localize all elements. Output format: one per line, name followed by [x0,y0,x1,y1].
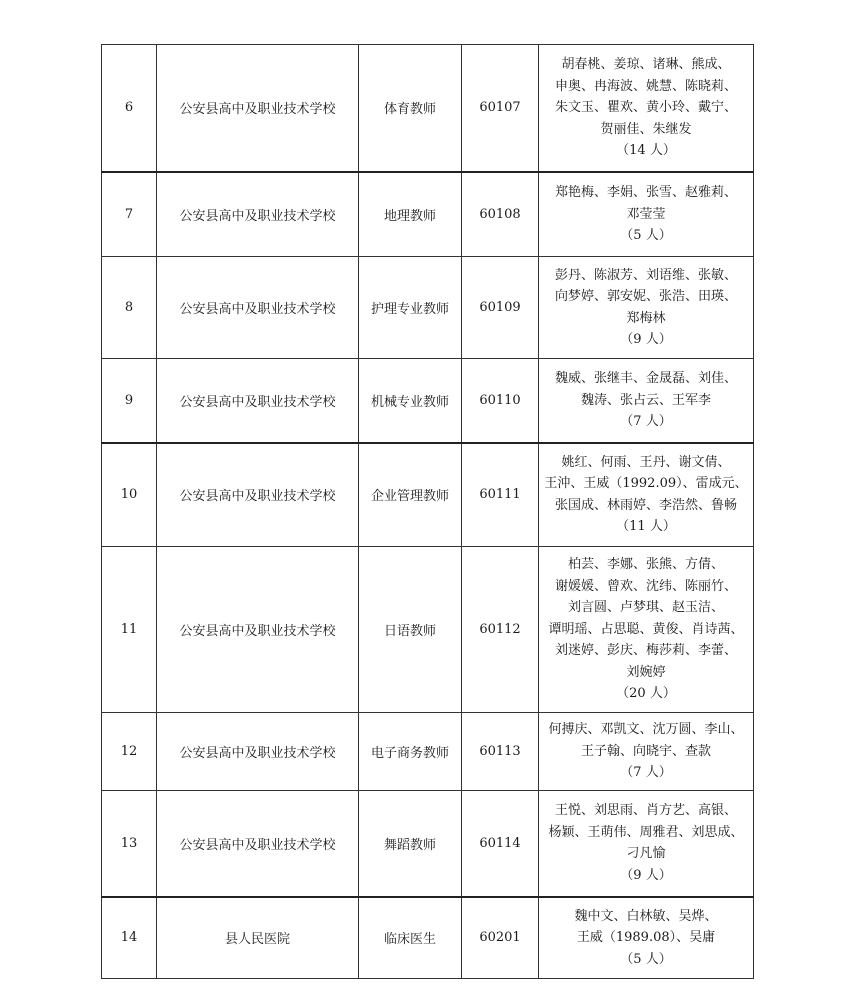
position-code: 60109 [462,257,539,359]
table-row [102,791,754,897]
row-number: 6 [102,45,157,172]
name-line: 王沖、王威（1992.09）、雷成元、 [544,476,748,492]
name-line: 胡春桃、姜琼、诸琳、熊成、 [561,57,731,72]
candidate-names [539,172,754,257]
name-line: 谭明瑶、占思聪、黄俊、肖诗茜、 [548,621,744,637]
table-row [102,713,754,791]
employer-unit: 县人民医院 [157,897,359,979]
row-number: 7 [102,172,157,257]
candidate-count: （7 人） [620,414,672,429]
table-row [102,257,754,359]
name-line: 姚红、何雨、王丹、谢文倩、 [561,454,731,470]
results-table [101,44,754,979]
position-code: 60112 [462,547,539,713]
candidate-count: （11 人） [616,519,676,535]
position-title: 企业管理教师 [359,443,462,547]
candidate-count: （9 人） [620,332,672,347]
name-line: 向梦婷、郭安妮、张浩、田瑛、 [554,289,737,304]
name-line: 贺丽佳、朱继发 [600,121,692,137]
name-line: 杨颖、王萌伟、周雅君、刘思成、 [548,824,744,840]
candidate-count: （9 人） [620,867,672,883]
candidate-count: （14 人） [616,143,676,158]
candidate-count: （7 人） [620,765,672,781]
name-line: 申奥、冉海波、姚慧、陈晓莉、 [554,78,737,94]
name-line: 郑梅林 [626,310,666,326]
name-line: 何搏庆、邓凯文、沈万圆、李山、 [548,722,744,738]
employer-unit: 公安县高中及职业技术学校 [157,713,359,791]
position-code: 60113 [462,713,539,791]
row-number: 10 [102,443,157,547]
position-title: 机械专业教师 [359,359,462,443]
name-line: 邓莹莹 [626,206,666,222]
candidate-names [539,359,754,443]
name-line: 刁凡愉 [626,846,666,862]
candidate-count: （5 人） [620,228,672,243]
name-line: 郑艳梅、李娟、张雪、赵雅莉、 [554,185,737,200]
name-line: 魏中文、白林敏、吴烨、 [574,908,718,924]
name-line: 王威（1989.08）、吴庸 [576,930,716,945]
position-title: 日语教师 [359,547,462,713]
row-number: 8 [102,257,157,359]
candidate-names [539,897,754,979]
position-title: 舞蹈教师 [359,791,462,897]
candidate-names [539,257,754,359]
name-line: 彭丹、陈淑芳、刘语维、张敏、 [554,267,737,283]
name-line: 柏芸、李娜、张熊、方倩、 [567,557,724,573]
name-line: 王子翰、向晓宇、查款 [580,743,711,759]
position-code: 60201 [462,897,539,979]
candidate-count: （5 人） [620,951,672,967]
table-row [102,547,754,713]
name-line: 刘婉婷 [626,664,666,680]
position-code: 60114 [462,791,539,897]
name-line: 魏涛、张占云、王军李 [580,392,711,408]
employer-unit: 公安县高中及职业技术学校 [157,257,359,359]
candidate-names [539,443,754,547]
name-line: 刘言圆、卢梦琪、赵玉洁、 [567,600,724,616]
name-line: 魏威、张继丰、金晟磊、刘佳、 [554,371,737,386]
candidate-count: （20 人） [616,686,676,702]
row-number: 12 [102,713,157,791]
employer-unit: 公安县高中及职业技术学校 [157,547,359,713]
candidate-names [539,547,754,713]
table-row [102,45,754,172]
name-line: 王悦、刘思雨、肖方艺、高银、 [554,803,737,819]
position-title: 护理专业教师 [359,257,462,359]
name-line: 谢媛媛、曾欢、沈纬、陈丽竹、 [554,578,737,594]
employer-unit: 公安县高中及职业技术学校 [157,359,359,443]
position-title: 临床医生 [359,897,462,979]
employer-unit: 公安县高中及职业技术学校 [157,45,359,172]
candidate-names [539,45,754,172]
row-number: 11 [102,547,157,713]
candidate-names [539,713,754,791]
name-line: 刘迷婷、彭庆、梅莎莉、李蕾、 [554,643,737,659]
name-line: 张国成、林雨婷、李浩然、鲁畅 [554,497,737,513]
position-code: 60111 [462,443,539,547]
position-code: 60110 [462,359,539,443]
employer-unit: 公安县高中及职业技术学校 [157,443,359,547]
position-title: 地理教师 [359,172,462,257]
position-title: 体育教师 [359,45,462,172]
position-title: 电子商务教师 [359,713,462,791]
row-number: 9 [102,359,157,443]
row-number: 14 [102,897,157,979]
employer-unit: 公安县高中及职业技术学校 [157,791,359,897]
employer-unit: 公安县高中及职业技术学校 [157,172,359,257]
candidate-names [539,791,754,897]
position-code: 60107 [462,45,539,172]
row-number: 13 [102,791,157,897]
table-row [102,897,754,979]
table-row [102,172,754,257]
position-code: 60108 [462,172,539,257]
table-row [102,443,754,547]
name-line: 朱文玉、瞿欢、黄小玲、戴宁、 [554,100,737,115]
table-row [102,359,754,443]
